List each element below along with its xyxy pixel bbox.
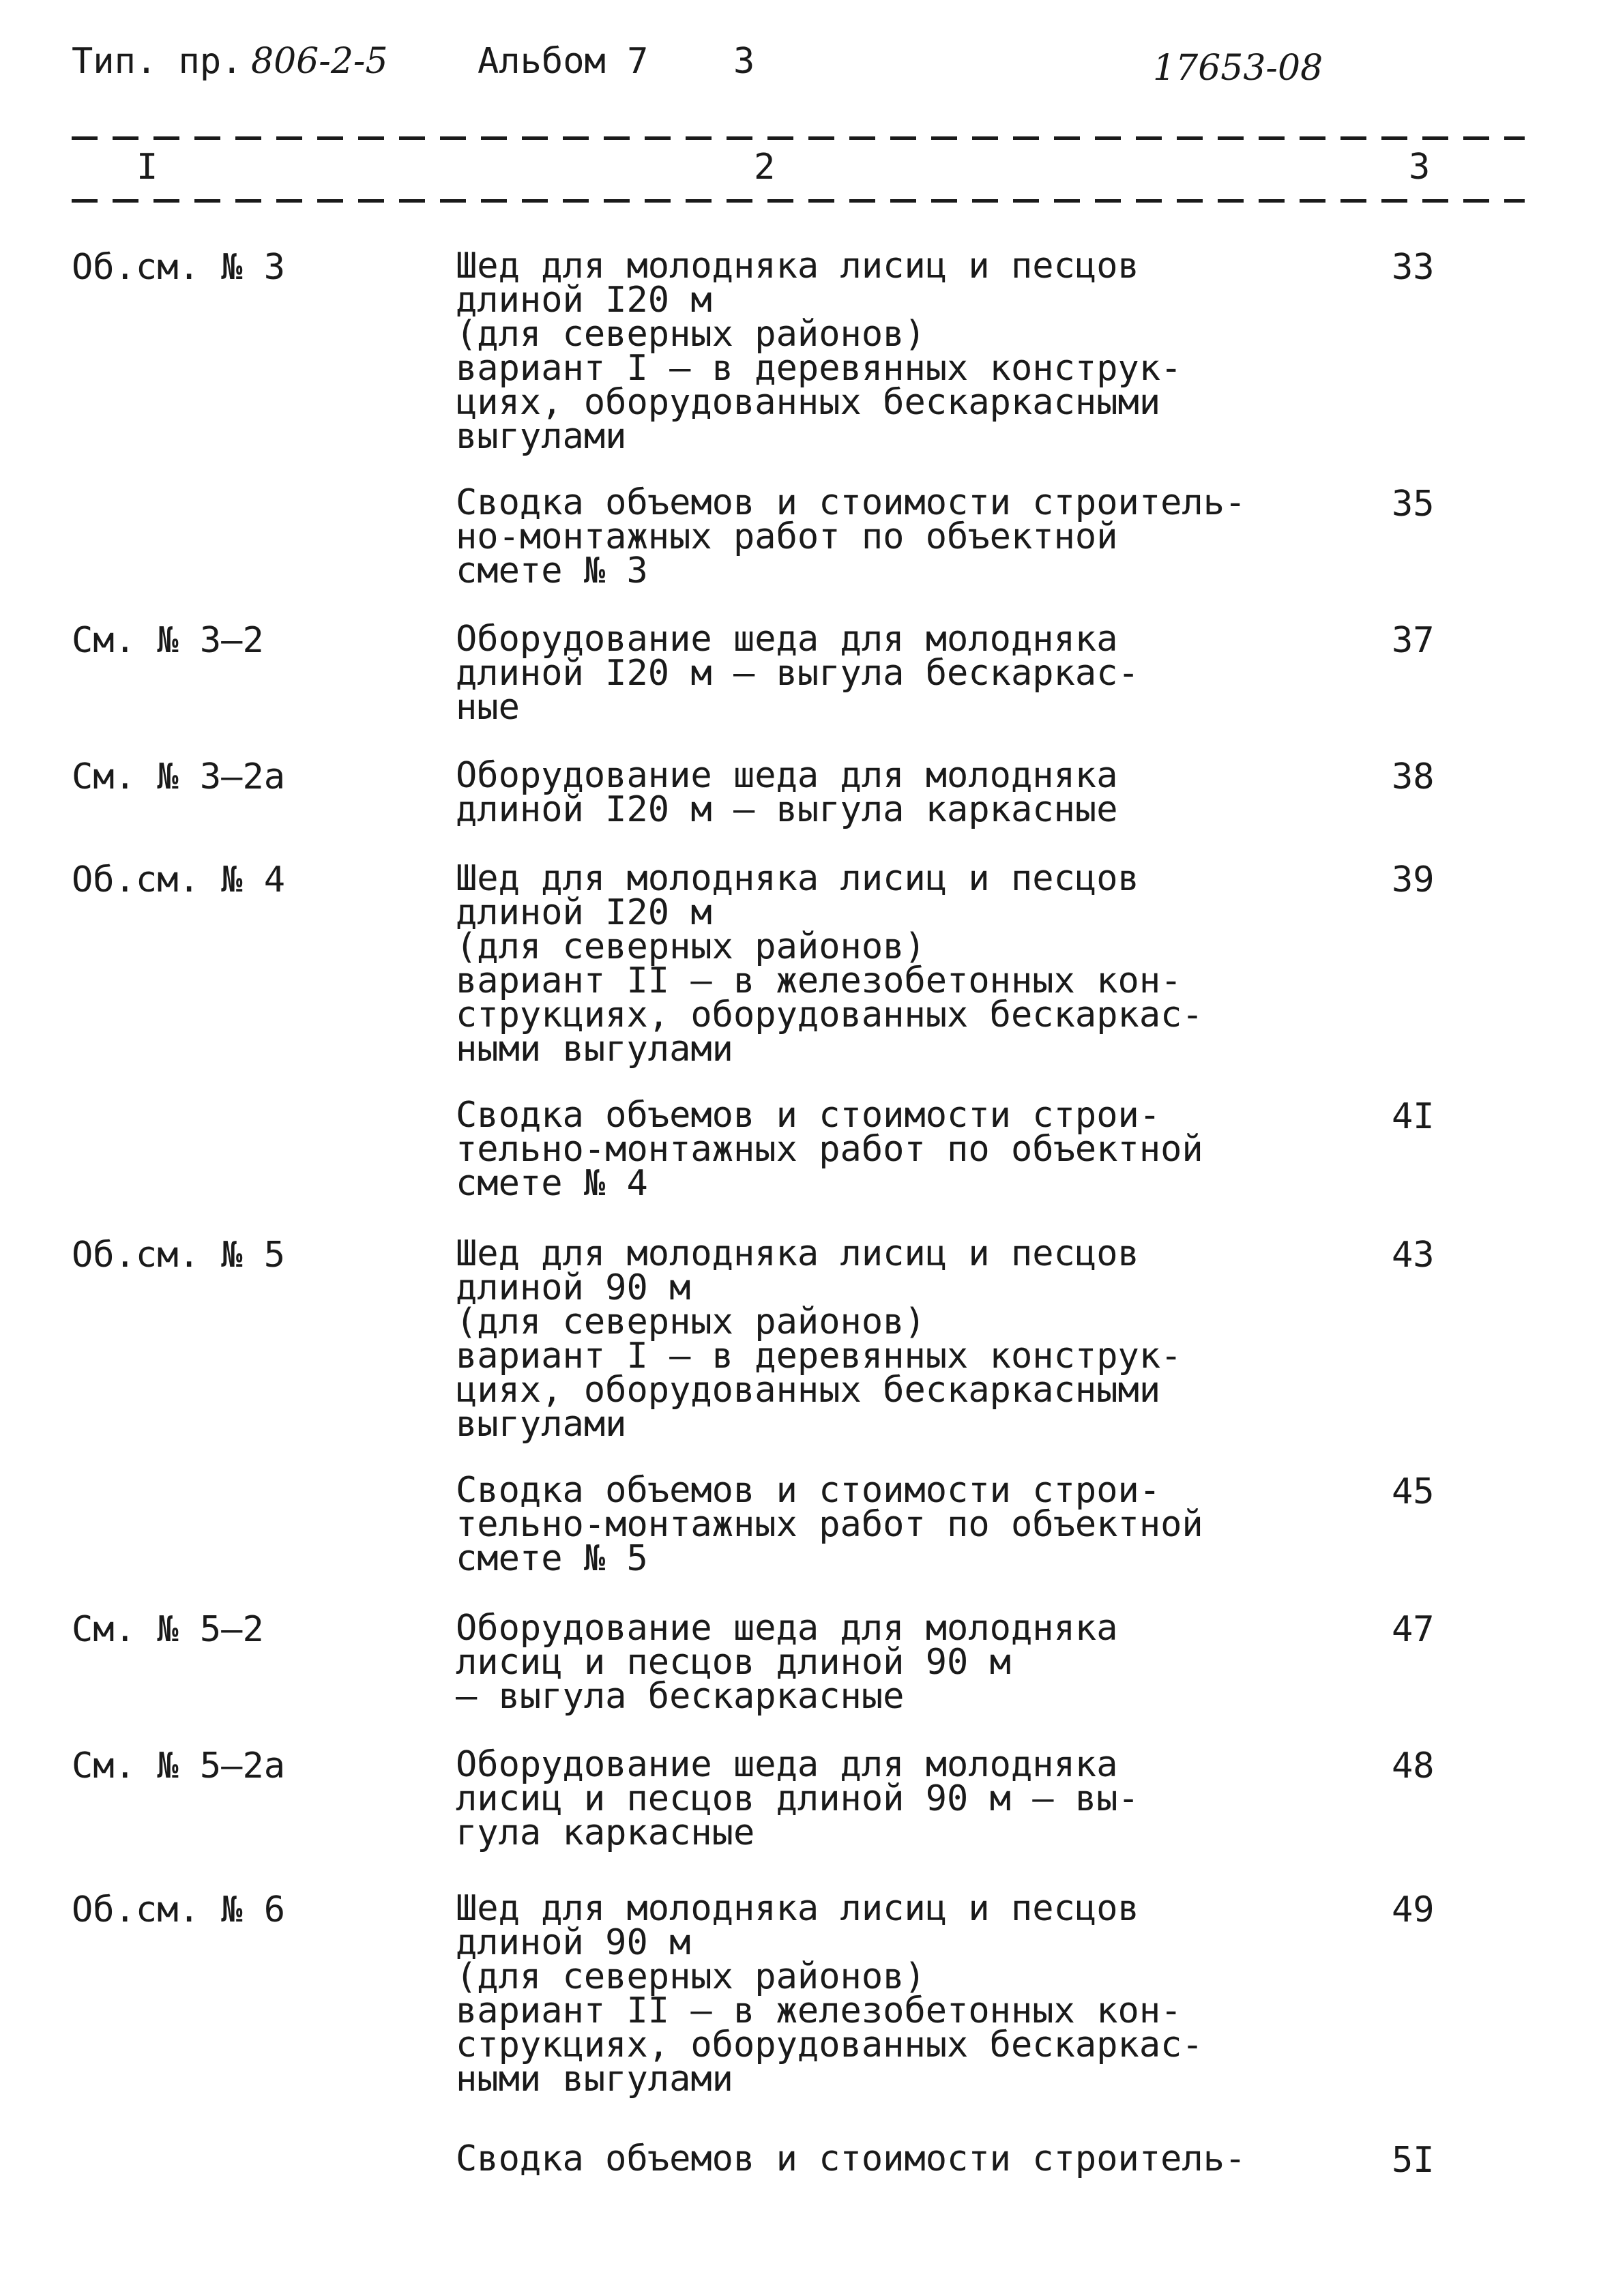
row-page: 33 <box>1392 247 1435 288</box>
row-page: 35 <box>1392 484 1435 525</box>
table-header-rule <box>72 199 1525 203</box>
row-description: Сводка объемов и стоимости строитель- <box>456 2138 1246 2179</box>
row-description: Шед для молодняка лисиц и песцов длиной 90 м (для северных районов) вариант II – в железобетонных кон- струкциях, оборудованных бескаркас- ными выгулами <box>456 1888 1203 2100</box>
row-page: 45 <box>1392 1471 1435 1512</box>
header-project-number: 806-2-5 <box>251 41 388 82</box>
row-page: 47 <box>1392 1609 1435 1650</box>
header-prefix: Тип. пр. <box>72 41 243 82</box>
row-page: 38 <box>1392 756 1435 797</box>
table-top-rule <box>72 136 1525 140</box>
header-document-code: 17653-08 <box>1153 48 1323 89</box>
row-code: См. № 3–2а <box>72 756 286 797</box>
column-number-2: 2 <box>754 147 776 188</box>
column-number-3: 3 <box>1409 147 1431 188</box>
row-description: Шед для молодняка лисиц и песцов длиной 90 м (для северных районов) вариант I – в деревянных конструк- циях, оборудованных бескаркасными выгулами <box>456 1233 1182 1445</box>
row-description: Оборудование шеда для молодняка длиной I20 м – выгула каркасные <box>456 755 1118 830</box>
row-code: См. № 5–2а <box>72 1746 286 1786</box>
row-code: См. № 3–2 <box>72 620 264 661</box>
row-page: 4I <box>1392 1096 1435 1137</box>
column-number-1: I <box>136 147 158 188</box>
row-description: Сводка объемов и стоимости строитель- но-монтажных работ по объектной смете № 3 <box>456 482 1246 591</box>
row-description: Сводка объемов и стоимости строи- тельно-монтажных работ по объектной смете № 4 <box>456 1095 1203 1204</box>
row-description: Оборудование шеда для молодняка лисиц и песцов длиной 90 м – выгула бескаркасные <box>456 1608 1118 1717</box>
header-page-number: 3 <box>733 41 755 82</box>
row-description: Оборудование шеда для молодняка длиной I20 м – выгула бескаркас- ные <box>456 619 1139 728</box>
row-page: 37 <box>1392 620 1435 661</box>
row-code: Об.см. № 6 <box>72 1889 286 1930</box>
row-page: 49 <box>1392 1889 1435 1930</box>
row-code: Об.см. № 5 <box>72 1235 286 1276</box>
row-page: 48 <box>1392 1746 1435 1786</box>
row-description: Шед для молодняка лисиц и песцов длиной I20 м (для северных районов) вариант I – в деревянных конструк- циях, оборудованных бескаркасными выгулами <box>456 246 1182 457</box>
row-page: 5I <box>1392 2140 1435 2181</box>
row-page: 43 <box>1392 1235 1435 1276</box>
header-album: Альбом 7 <box>478 41 649 82</box>
row-code: Об.см. № 4 <box>72 859 286 900</box>
row-description: Сводка объемов и стоимости строи- тельно-монтажных работ по объектной смете № 5 <box>456 1470 1203 1579</box>
row-description: Шед для молодняка лисиц и песцов длиной I20 м (для северных районов) вариант II – в железобетонных кон- струкциях, оборудованных бескаркас- ными выгулами <box>456 858 1203 1070</box>
row-code: См. № 5–2 <box>72 1609 264 1650</box>
row-code: Об.см. № 3 <box>72 247 286 288</box>
row-description: Оборудование шеда для молодняка лисиц и песцов длиной 90 м – вы- гула каркасные <box>456 1744 1139 1853</box>
row-page: 39 <box>1392 859 1435 900</box>
